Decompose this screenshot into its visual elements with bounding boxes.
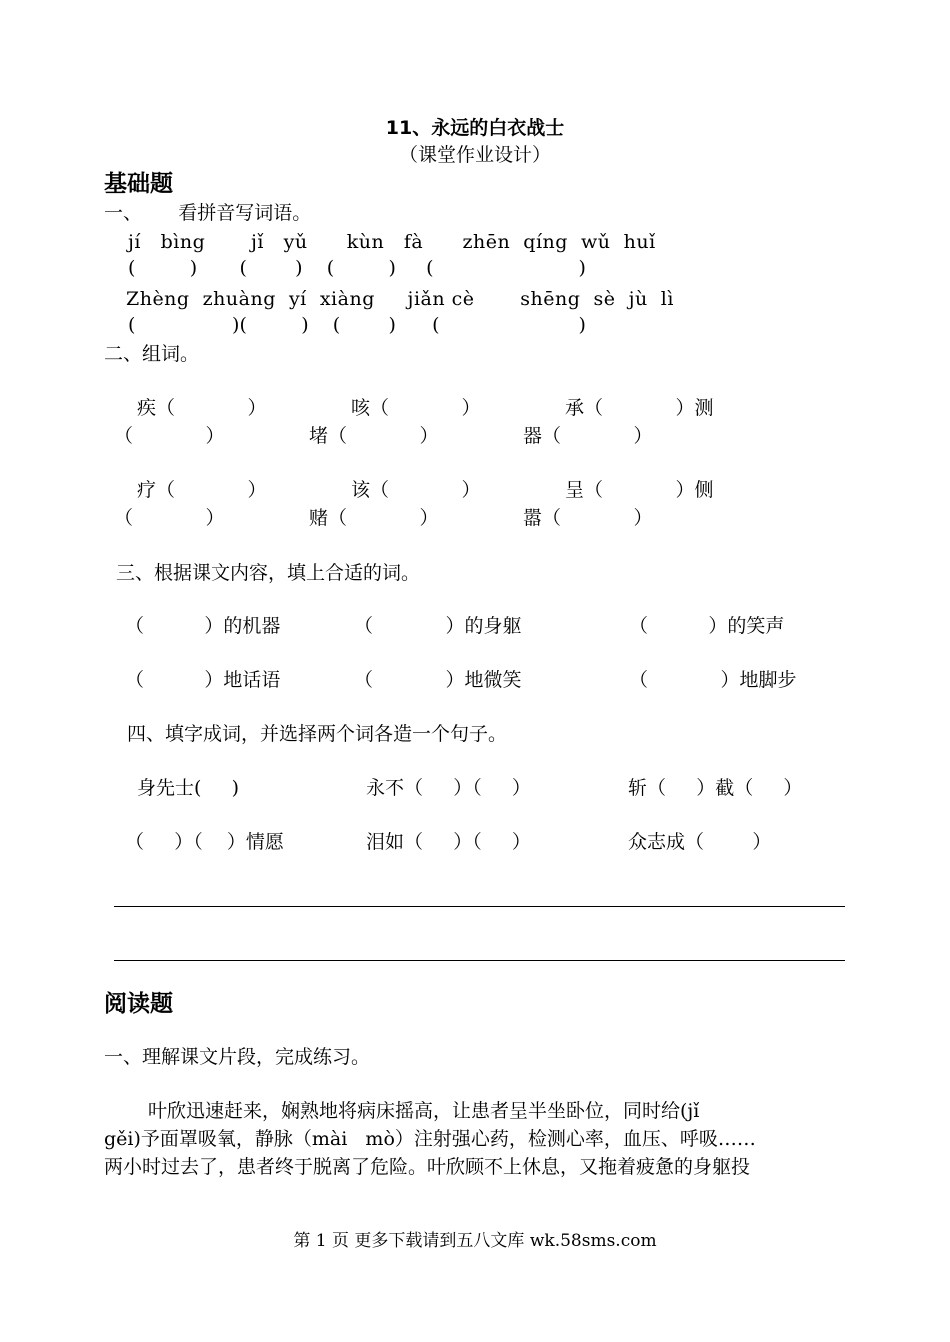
- q2-row-1a: 疾（ ） 咳（ ） 承（ ）测: [137, 397, 714, 419]
- q1-blank-row-1: ( ) ( ) ( ) ( ): [128, 257, 586, 279]
- q4-row-1-item-2: 永不（ ）（ ）: [366, 777, 531, 799]
- q3-label: 三、根据课文内容，填上合适的词。: [116, 562, 421, 584]
- q3-row-1-item-3: （ ）的笑声: [629, 615, 785, 637]
- q4-row-1-item-3: 斩（ ）截（ ）: [628, 777, 803, 799]
- section-heading-basic: 基础题: [104, 171, 173, 197]
- q2-row-2b: （ ） 赌（ ） 嚣（ ）: [114, 507, 653, 529]
- page-title: 11、永远的白衣战士: [385, 117, 565, 139]
- reading-paragraph-line-1: 叶欣迅速赶来，娴熟地将病床摇高，让患者呈半坐卧位，同时给(jǐ: [148, 1100, 700, 1122]
- q1-label: 一、 看拼音写词语。: [104, 202, 312, 224]
- answer-line-1: [114, 906, 845, 907]
- reading-q1-label: 一、理解课文片段，完成练习。: [104, 1046, 371, 1068]
- q4-row-2-item-2: 泪如（ ）（ ）: [366, 831, 531, 853]
- page-subtitle: （课堂作业设计）: [398, 144, 551, 166]
- reading-paragraph-line-3: 两小时过去了，患者终于脱离了危险。叶欣顾不上休息，又拖着疲惫的身躯投: [104, 1156, 751, 1178]
- q3-row-2-item-2: （ ）地微笑: [354, 669, 522, 691]
- q4-row-2-item-1: （ ）（ ）情愿: [125, 831, 284, 853]
- q2-row-1b: （ ） 堵（ ） 器（ ）: [114, 425, 653, 447]
- q3-row-1-item-2: （ ）的身躯: [354, 615, 522, 637]
- q4-label: 四、填字成词，并选择两个词各造一个句子。: [127, 723, 508, 745]
- q3-row-1-item-1: （ ）的机器: [125, 615, 281, 637]
- q3-row-2-item-1: （ ）地话语: [125, 669, 281, 691]
- q1-pinyin-row-2: Zhèng zhuàng yí xiàng jiǎn cè shēng sè jù lì: [126, 288, 674, 310]
- q4-row-1-item-1: 身先士( ): [137, 777, 240, 799]
- q1-blank-row-2: ( )( ) ( ) ( ): [128, 314, 586, 336]
- q2-row-2a: 疗（ ） 该（ ） 呈（ ）侧: [137, 479, 714, 501]
- q4-row-2-item-3: 众志成（ ）: [628, 831, 772, 853]
- q3-row-2-item-3: （ ）地脚步: [629, 669, 797, 691]
- reading-paragraph-line-2: gěi)予面罩吸氧，静脉（mài mò）注射强心药，检测心率，血压、呼吸……: [104, 1128, 756, 1150]
- section-heading-reading: 阅读题: [104, 991, 173, 1017]
- page-footer: 第 1 页 更多下载请到五八文库 wk.58sms.com: [293, 1231, 657, 1251]
- q1-pinyin-row-1: jí bìng jǐ yǔ kùn fà zhēn qíng wǔ huǐ: [128, 231, 656, 253]
- answer-line-2: [114, 960, 845, 961]
- q2-label: 二、组词。: [104, 343, 200, 365]
